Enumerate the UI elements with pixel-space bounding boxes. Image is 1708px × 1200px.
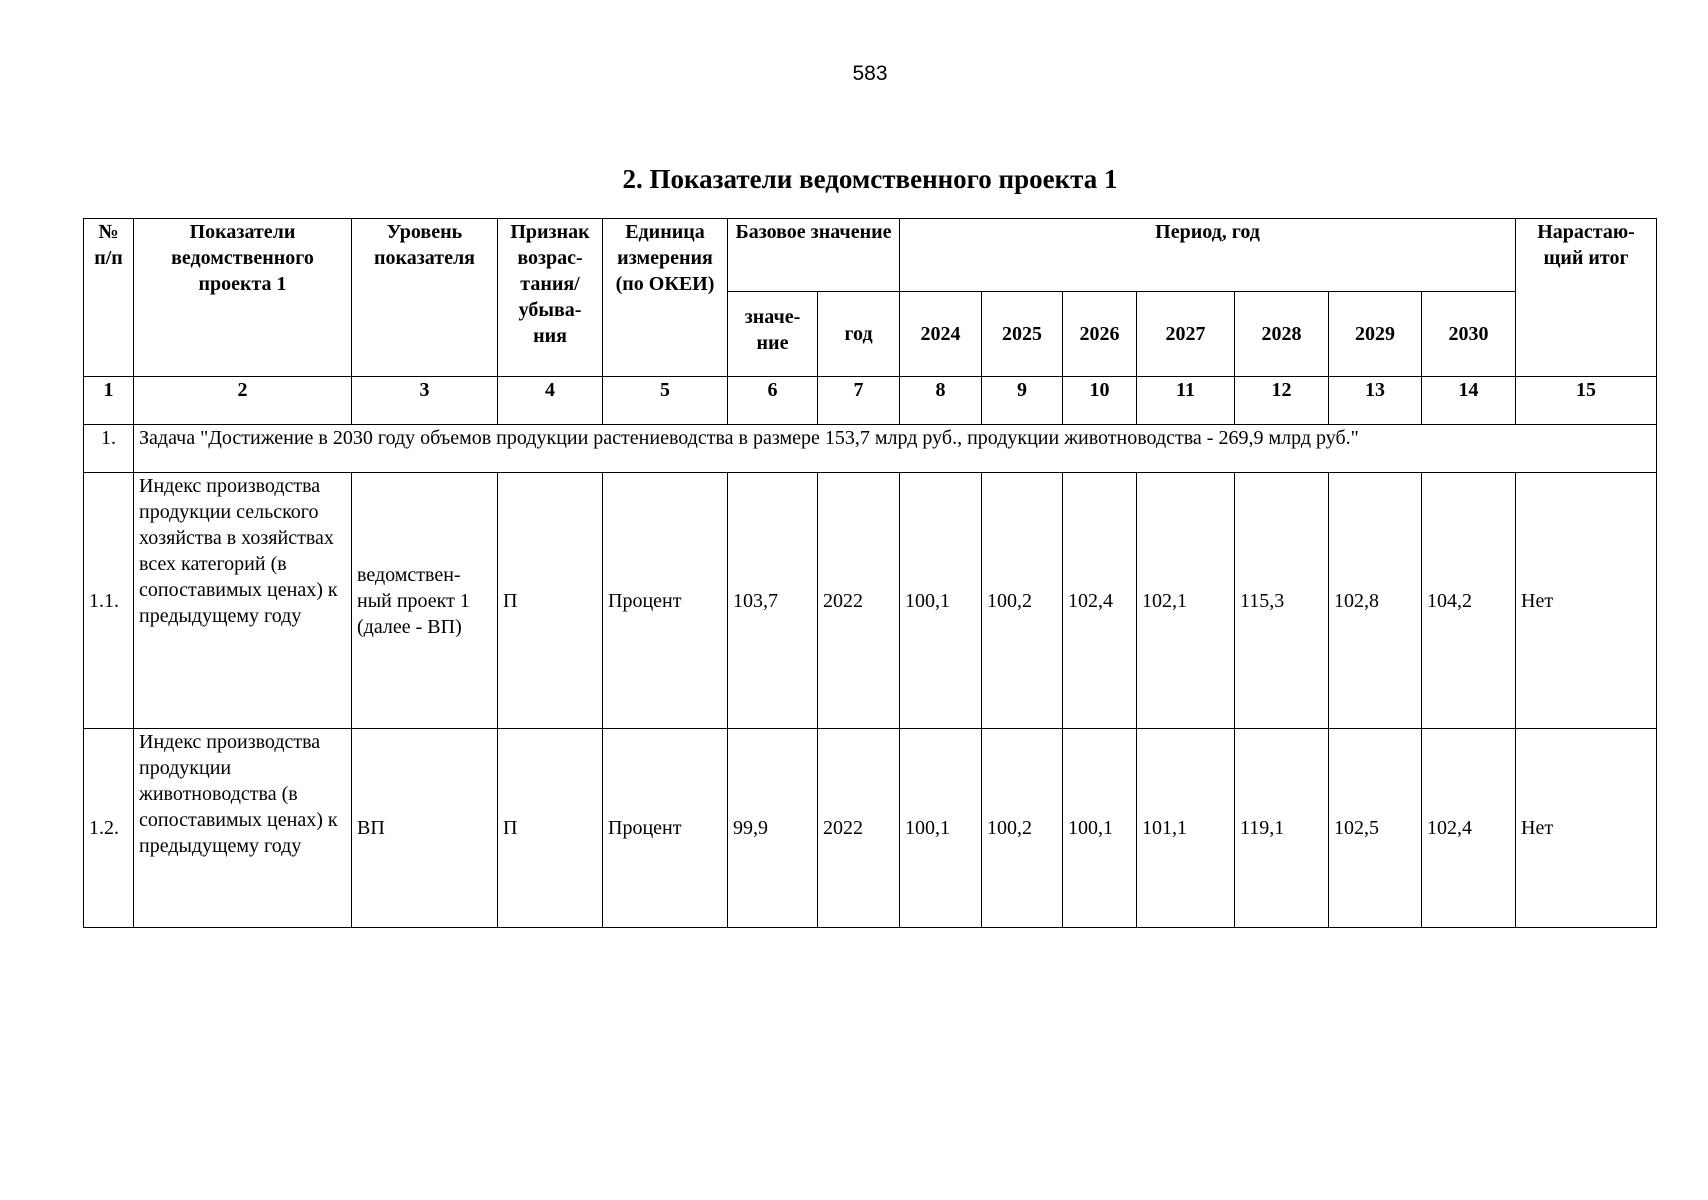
row-value-2030: 104,2: [1422, 473, 1516, 729]
header-base-value: значе-ние: [728, 292, 818, 377]
row-base-year: 2022: [818, 729, 900, 928]
row-value-2028: 115,3: [1235, 473, 1329, 729]
header-year: 2029: [1329, 292, 1422, 377]
row-base-value: 103,7: [728, 473, 818, 729]
header-sign: Признак возрас-тания/ убыва-ния: [498, 219, 603, 377]
row-value-2025: 100,2: [982, 473, 1063, 729]
page-number: 583: [852, 62, 888, 85]
column-number: 15: [1516, 377, 1657, 425]
column-number: 5: [603, 377, 728, 425]
row-value-2025: 100,2: [982, 729, 1063, 928]
column-number: 4: [498, 377, 603, 425]
row-cumulative: Нет: [1516, 729, 1657, 928]
header-num: № п/п: [84, 219, 134, 377]
column-number: 7: [818, 377, 900, 425]
header-indicator: Показатели ведомственного проекта 1: [134, 219, 352, 377]
column-number: 10: [1063, 377, 1137, 425]
header-level: Уровень показателя: [352, 219, 498, 377]
column-number: 9: [982, 377, 1063, 425]
row-value-2026: 102,4: [1063, 473, 1137, 729]
row-level: ведомствен-ный проект 1 (далее - ВП): [352, 473, 498, 729]
header-unit: Единица измерения (по ОКЕИ): [603, 219, 728, 377]
row-sign: П: [498, 729, 603, 928]
row-num: 1.2.: [84, 729, 134, 928]
table-row: [84, 473, 1657, 729]
row-value-2026: 100,1: [1063, 729, 1137, 928]
column-number: 8: [900, 377, 982, 425]
row-unit: Процент: [603, 473, 728, 729]
header-year: 2025: [982, 292, 1063, 377]
row-cumulative: Нет: [1516, 473, 1657, 729]
row-value-2024: 100,1: [900, 729, 982, 928]
column-number: 12: [1235, 377, 1329, 425]
column-number: 6: [728, 377, 818, 425]
row-value-2028: 119,1: [1235, 729, 1329, 928]
row-num: 1.1.: [84, 473, 134, 729]
row-indicator: Индекс производства продукции сельского хозяйства в хозяйствах всех категорий (в сопоставимых ценах) к предыдущему году: [134, 473, 352, 729]
header-period: Период, год: [900, 219, 1516, 292]
row-indicator: Индекс производства продукции животноводства (в сопоставимых ценах) к предыдущему году: [134, 729, 352, 928]
column-number: 2: [134, 377, 352, 425]
header-cumulative: Нарастаю-щий итог: [1516, 219, 1657, 377]
row-value-2029: 102,5: [1329, 729, 1422, 928]
row-base-year: 2022: [818, 473, 900, 729]
column-number: 1: [84, 377, 134, 425]
column-number: 11: [1137, 377, 1235, 425]
row-sign: П: [498, 473, 603, 729]
row-level: ВП: [352, 729, 498, 928]
task-text: Задача "Достижение в 2030 году объемов продукции растениеводства в размере 153,7 млрд руб., продукции животноводства - 269,9 млрд руб.": [134, 425, 1657, 473]
row-value-2029: 102,8: [1329, 473, 1422, 729]
column-number: 14: [1422, 377, 1516, 425]
row-value-2027: 102,1: [1137, 473, 1235, 729]
row-value-2024: 100,1: [900, 473, 982, 729]
column-number: 3: [352, 377, 498, 425]
header-year: 2030: [1422, 292, 1516, 377]
header-year: 2027: [1137, 292, 1235, 377]
header-year: 2028: [1235, 292, 1329, 377]
page-title: 2. Показатели ведомственного проекта 1: [622, 164, 1118, 194]
header-base: Базовое значение: [728, 219, 900, 292]
task-num: 1.: [84, 425, 134, 473]
row-unit: Процент: [603, 729, 728, 928]
row-value-2030: 102,4: [1422, 729, 1516, 928]
row-value-2027: 101,1: [1137, 729, 1235, 928]
indicators-table: [83, 218, 1657, 928]
header-base-year: год: [818, 292, 900, 377]
column-number: 13: [1329, 377, 1422, 425]
table-row: [84, 729, 1657, 928]
task-row: [84, 425, 1657, 473]
row-base-value: 99,9: [728, 729, 818, 928]
header-year: 2026: [1063, 292, 1137, 377]
header-year: 2024: [900, 292, 982, 377]
